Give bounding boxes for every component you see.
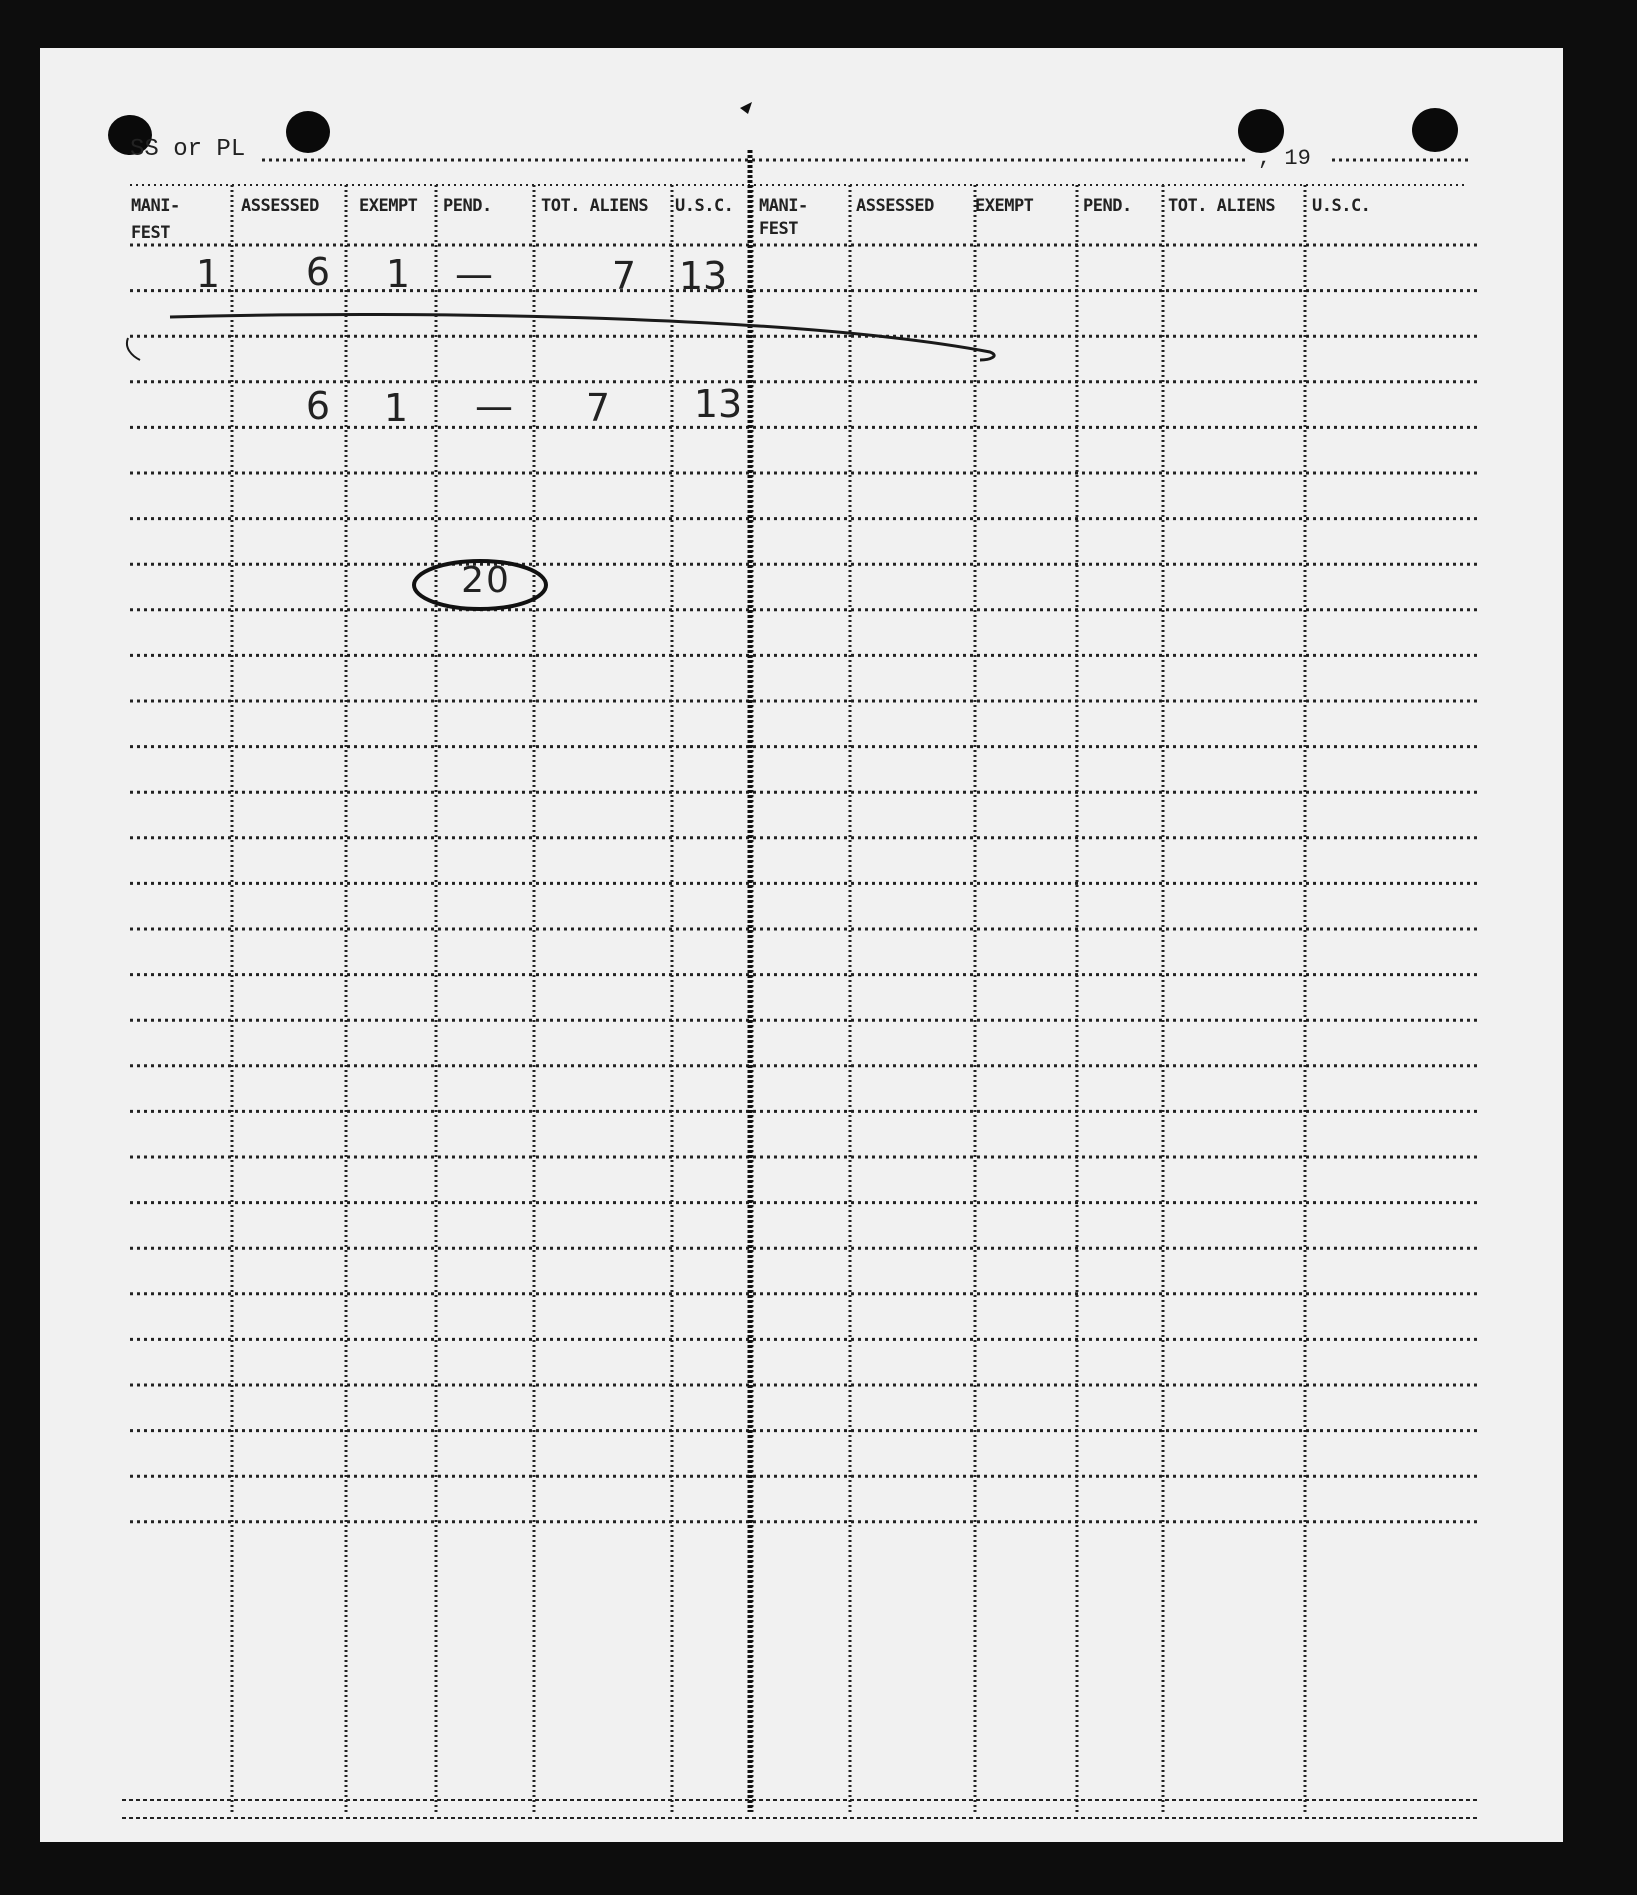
circled-total: 20 bbox=[461, 560, 511, 601]
row2-assessed: 6 bbox=[305, 384, 331, 428]
row1-exempt: 1 bbox=[385, 252, 411, 296]
header-usc-left: U.S.C. bbox=[675, 196, 734, 216]
handwritten-mark bbox=[127, 338, 140, 360]
header-tot-aliens-left: TOT. ALIENS bbox=[541, 196, 649, 216]
header-usc-right: U.S.C. bbox=[1312, 196, 1371, 216]
header-pend-left: PEND. bbox=[443, 196, 492, 216]
header-exempt-left: EXEMPT bbox=[359, 196, 418, 216]
row2-exempt: 1 bbox=[383, 386, 409, 430]
vessel-label: SS or PL bbox=[130, 136, 246, 163]
header-manifest-left-1: MANI- bbox=[131, 196, 180, 216]
row1-assessed: 6 bbox=[305, 250, 331, 294]
header-manifest-right-2: FEST bbox=[759, 219, 798, 239]
row1-tot-aliens: 7 bbox=[611, 254, 637, 298]
header-exempt-right: EXEMPT bbox=[975, 196, 1034, 216]
header-tot-aliens-right: TOT. ALIENS bbox=[1168, 196, 1276, 216]
header-manifest-right-1: MANI- bbox=[759, 196, 808, 216]
punch-hole bbox=[1412, 108, 1458, 152]
header-assessed-right: ASSESSED bbox=[856, 196, 934, 216]
row1-pend: — bbox=[455, 252, 493, 296]
row2-pend: — bbox=[475, 384, 513, 428]
row2-tot-aliens: 7 bbox=[585, 386, 611, 430]
row2-usc: 13 bbox=[693, 382, 743, 426]
punch-hole bbox=[286, 111, 330, 153]
row1-usc: 13 bbox=[678, 254, 728, 298]
header-pend-right: PEND. bbox=[1083, 196, 1132, 216]
row1-manifest: 1 bbox=[195, 252, 221, 296]
header-manifest-left-2: FEST bbox=[131, 223, 170, 243]
year-label: , 19 bbox=[1258, 146, 1311, 171]
ink-mark bbox=[740, 102, 752, 114]
header-assessed-left: ASSESSED bbox=[241, 196, 319, 216]
